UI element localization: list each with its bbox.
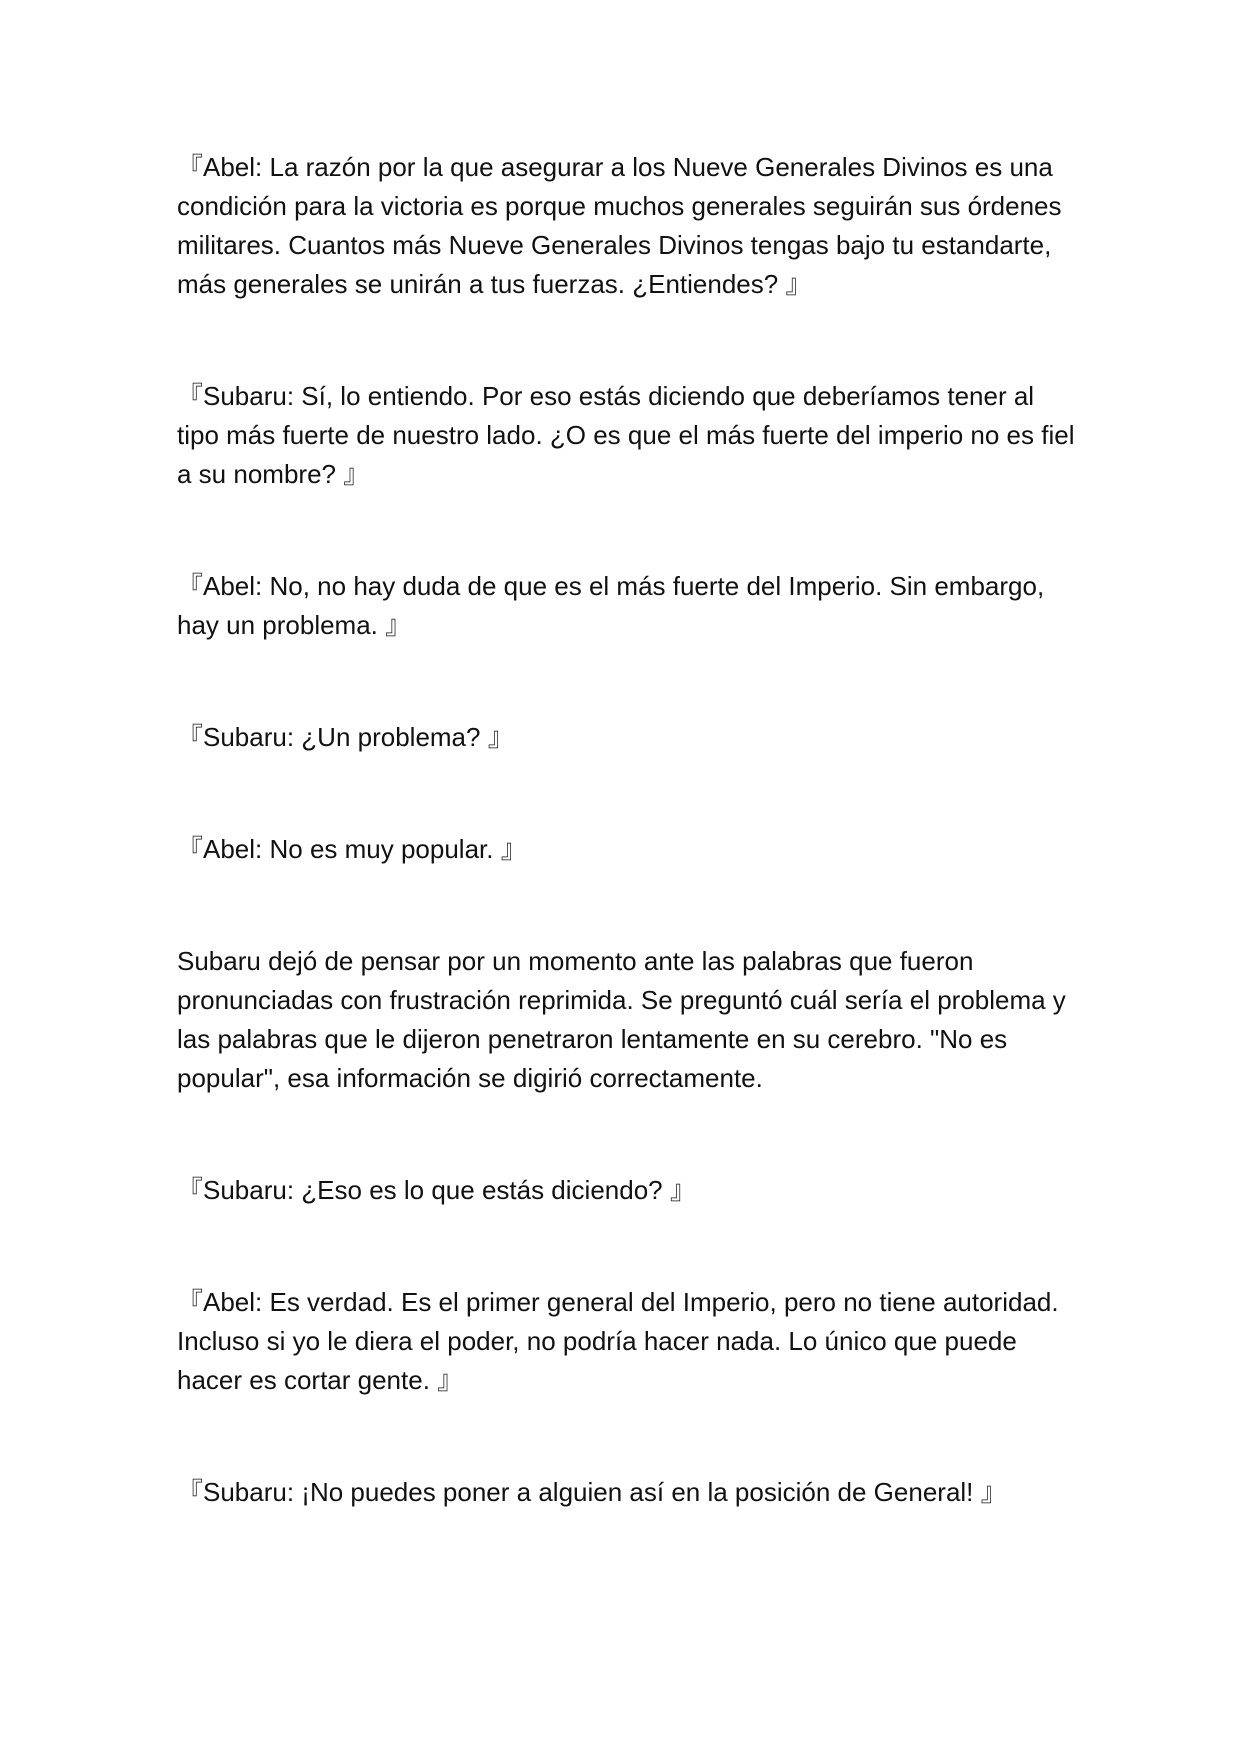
dialogue-subaru-1: 『Subaru: Sí, lo entiendo. Por eso estás diciendo que deberíamos tener al tipo más fuerte de nuestro lado. ¿O es que el más fuerte del imperio no es fiel a su nombre? 』 bbox=[177, 381, 1075, 489]
narration-paragraph: Subaru dejó de pensar por un momento ante las palabras que fueron pronunciadas con frustración reprimida. Se preguntó cuál sería el problema y las palabras que le dijeron penetraron lentamente en su cerebro. "No es popular", esa información se digirió correctamente. bbox=[177, 946, 1066, 1093]
dialogue-subaru-4: 『Subaru: ¡No puedes poner a alguien así en la posición de General! 』 bbox=[177, 1477, 1007, 1507]
dialogue-abel-4: 『Abel: Es verdad. Es el primer general del Imperio, pero no tiene autoridad. Incluso si yo le diera el poder, no podría hacer nada. Lo único que puede hacer es cortar gente. 』 bbox=[177, 1287, 1059, 1395]
dialogue-abel-3: 『Abel: No es muy popular. 』 bbox=[177, 834, 527, 864]
dialogue-subaru-2: 『Subaru: ¿Un problema? 』 bbox=[177, 722, 514, 752]
dialogue-abel-1: 『Abel: La razón por la que asegurar a los Nueve Generales Divinos es una condición para la victoria es porque muchos generales seguirán sus órdenes militares. Cuantos más Nueve Generales Divinos tengas bajo tu estandarte, más generales se unirán a tus fuerzas. ¿Entiendes? 』 bbox=[177, 152, 1062, 299]
dialogue-abel-2: 『Abel: No, no hay duda de que es el más fuerte del Imperio. Sin embargo, hay un problema. 』 bbox=[177, 571, 1045, 640]
dialogue-subaru-3: 『Subaru: ¿Eso es lo que estás diciendo? 』 bbox=[177, 1175, 696, 1205]
document-page bbox=[177, 148, 1077, 1512]
